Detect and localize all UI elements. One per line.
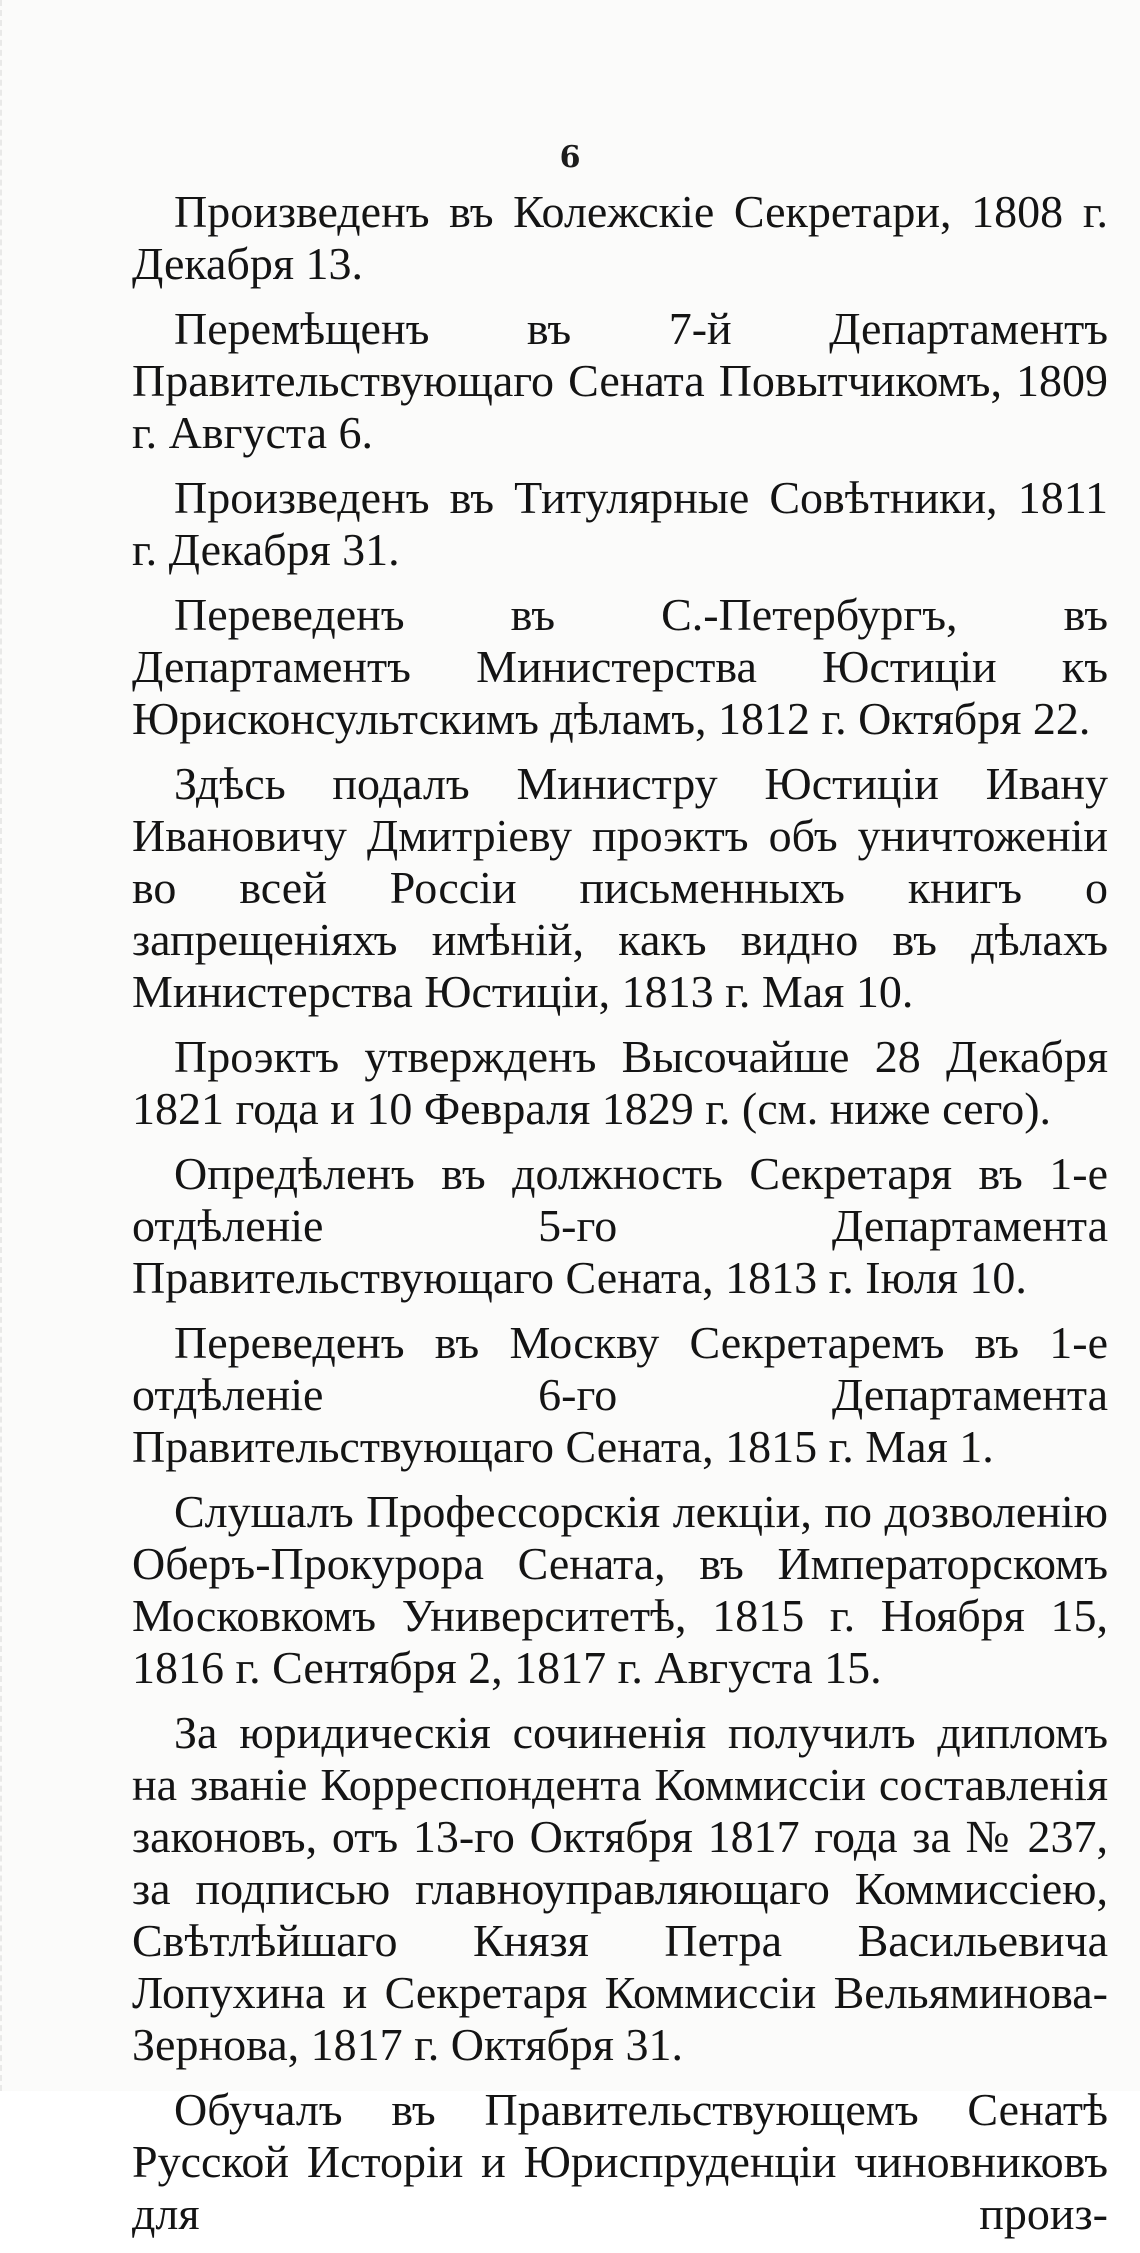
paragraph-9: Слушалъ Профессорскія лекціи, по дозволенію Оберъ-Прокурора Сената, въ Императорскомъ Московкомъ Университетѣ, 1815 г. Ноября 15, 1816 г. Сентября 2, 1817 г. Августа 15.	[132, 1486, 1108, 1693]
paragraph-1: Произведенъ въ Колежскіе Секретари, 1808 г. Декабря 13.	[132, 186, 1108, 289]
page-number: 6	[559, 140, 581, 175]
paragraph-4: Переведенъ въ С.-Петербургъ, въ Департаментъ Министерства Юстиціи къ Юрисконсультскимъ дѣламъ, 1812 г. Октября 22.	[132, 589, 1108, 744]
paragraph-7: Опредѣленъ въ должность Секретаря въ 1-е отдѣленіе 5-го Департамента Правительствующаго Сената, 1813 г. Іюля 10.	[132, 1148, 1108, 1303]
paragraph-11: Обучалъ въ Правительствующемъ Сенатѣ Русской Исторіи и Юриспруденціи чиновниковъ для произ-	[132, 2084, 1108, 2239]
paragraph-8: Переведенъ въ Москву Секретаремъ въ 1-е отдѣленіе 6-го Департамента Правительствующаго Сената, 1815 г. Мая 1.	[132, 1317, 1108, 1472]
paragraph-10: За юридическія сочиненія получилъ дипломъ на званіе Корреспондента Коммиссіи составленія законовъ, отъ 13-го Октября 1817 года за № 237, за подписью главноуправляющаго Коммиссіею, Свѣтлѣйшаго Князя Петра Васильевича Лопухина и Секретаря Коммиссіи Вельяминова-Зернова, 1817 г. Октября 31.	[132, 1707, 1108, 2070]
paragraph-6: Проэктъ утвержденъ Высочайше 28 Декабря 1821 года и 10 Февраля 1829 г. (см. ниже сего).	[132, 1031, 1108, 1134]
paragraph-5: Здѣсь подалъ Министру Юстиціи Ивану Ивановичу Дмитріеву проэктъ объ уничтоженіи во всей Россіи письменныхъ книгъ о запрещеніяхъ имѣній, какъ видно въ дѣлахъ Министерства Юстиціи, 1813 г. Мая 10.	[132, 758, 1108, 1017]
page-body	[132, 186, 1108, 2253]
scan-edge-marks	[0, 0, 16, 2091]
paragraph-2: Перемѣщенъ въ 7-й Департаментъ Правительствующаго Сената Повытчикомъ, 1809 г. Августа 6.	[132, 303, 1108, 458]
paragraph-3: Произведенъ въ Титулярные Совѣтники, 1811 г. Декабря 31.	[132, 472, 1108, 575]
